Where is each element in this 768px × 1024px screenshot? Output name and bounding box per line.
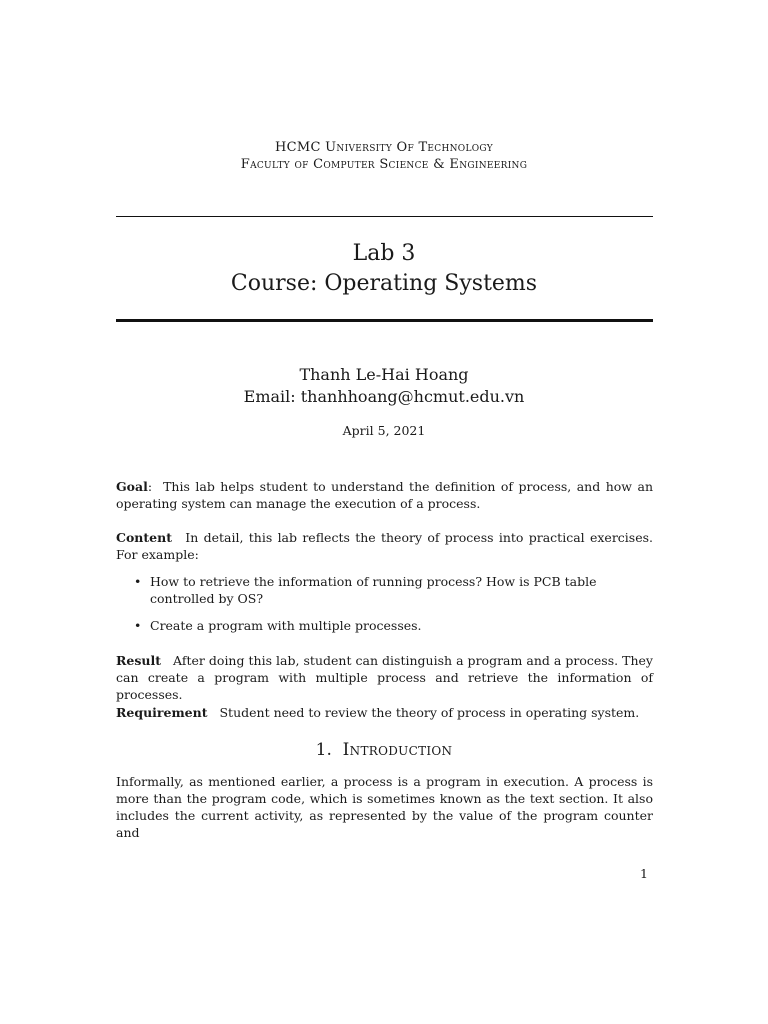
- content-bullet-list: [116, 573, 653, 644]
- goal-text: This lab helps student to understand the definition of process, and how an operating system can manage the execution of a process.: [116, 479, 653, 511]
- section-heading: [0, 739, 768, 761]
- result-paragraph: [116, 652, 653, 703]
- introduction-paragraph: Informally, as mentioned earlier, a process is a program in execution. A process is more than the program code, which is sometimes known as the text section. It also includes the current activity, as represented by the value of the program counter and: [116, 774, 653, 840]
- list-item: • Create a program with multiple processes.: [134, 618, 422, 633]
- requirement-text: Student need to review the theory of process in operating system.: [219, 705, 640, 720]
- requirement-label: Requirement: [116, 705, 208, 720]
- faculty-name: Faculty of Computer Science & Engineering: [240, 157, 528, 172]
- goal-label: Goal: [116, 479, 148, 494]
- content-paragraph: [116, 529, 653, 563]
- university-name: HCMC University Of Technology: [275, 140, 493, 155]
- author-email: Email: thanhhoang@hcmut.edu.vn: [243, 387, 525, 406]
- course-title: Course: Operating Systems: [230, 271, 538, 296]
- goal-paragraph: [116, 478, 653, 512]
- list-item: • How to retrieve the information of running process? How is PCB table controlled by OS?: [134, 574, 597, 606]
- section-number: 1.: [315, 740, 332, 760]
- section-title: Introduction: [342, 740, 453, 760]
- result-text: After doing this lab, student can distinguish a program and a process. They can create a program with multiple process and retrieve the information of processes.: [116, 653, 653, 702]
- document-date: April 5, 2021: [342, 423, 426, 438]
- goal-colon: :: [147, 479, 153, 494]
- requirement-paragraph: [116, 704, 653, 721]
- content-text: In detail, this lab reflects the theory of process into practical exercises. For example:: [116, 530, 653, 562]
- title-top-rule: [116, 216, 653, 217]
- author-name: Thanh Le-Hai Hoang: [299, 365, 469, 384]
- lab-title: Lab 3: [352, 241, 416, 266]
- content-label: Content: [116, 530, 172, 545]
- page-number: 1: [640, 866, 648, 881]
- title-bottom-rule: [116, 319, 653, 322]
- result-label: Result: [116, 653, 161, 668]
